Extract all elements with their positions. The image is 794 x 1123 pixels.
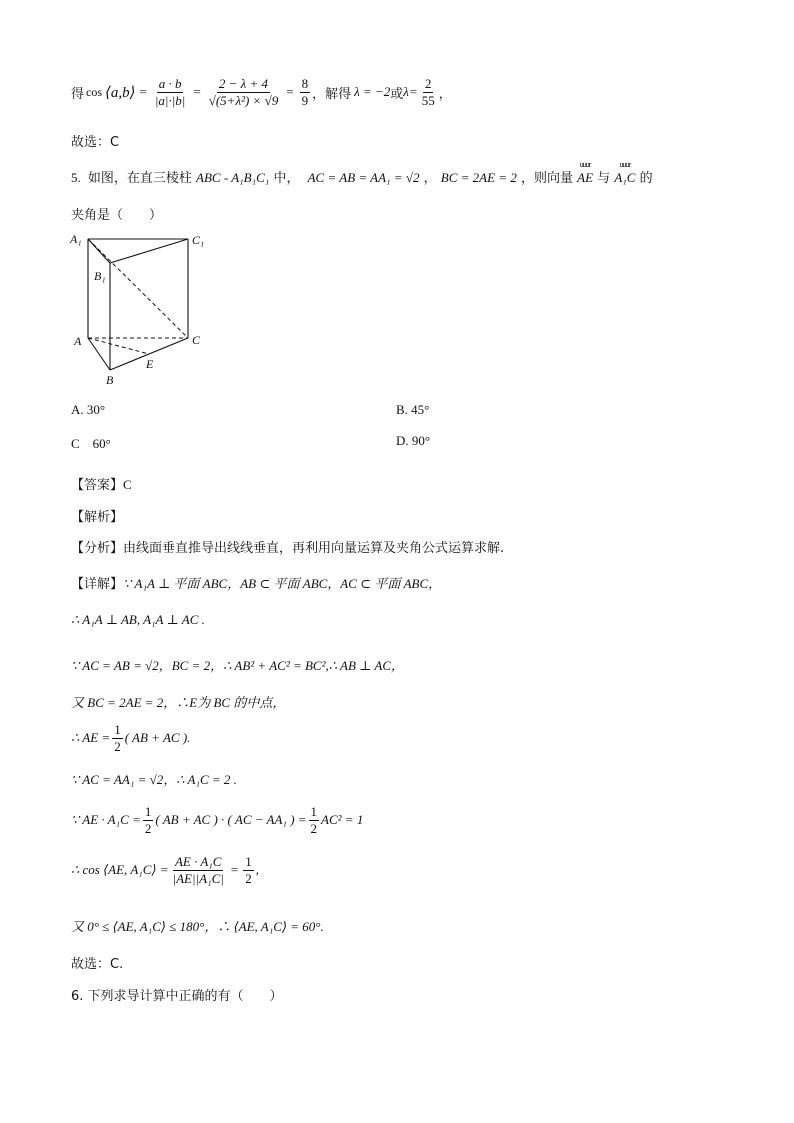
step-8-fnum: AE · A₁C bbox=[174, 853, 222, 869]
vec-b: b bbox=[122, 84, 130, 101]
option-c[interactable]: C 60° bbox=[71, 436, 111, 451]
q5-vector-ae: uuur AE bbox=[577, 170, 593, 186]
step-3: ∵ AC = AB = √2，BC = 2，∴ AB² + AC² = BC²,∴ AB ⊥ AC， bbox=[71, 658, 405, 673]
label-a1: A₁ bbox=[70, 232, 82, 246]
answer-tag: 【答案】 bbox=[71, 478, 124, 493]
q5-vector-a1c: uuur A₁C bbox=[614, 170, 635, 186]
question-5-line-2: 夹角是（ ） bbox=[71, 208, 163, 223]
step-8-half bbox=[243, 855, 254, 886]
label-e: E bbox=[146, 357, 154, 371]
frac2-num: 2 − λ + 4 bbox=[218, 75, 269, 91]
lambda-value-1: λ = −2 bbox=[354, 84, 391, 99]
fenxi-tag: 【分析】 bbox=[71, 541, 124, 556]
step-7 bbox=[71, 800, 363, 840]
line1-end: ， bbox=[438, 86, 452, 102]
step-7-den: 2 bbox=[310, 820, 318, 836]
detail-tag: 【详解】 bbox=[71, 577, 124, 592]
q5-prism: ABC - A₁B₁C₁ bbox=[196, 170, 270, 185]
question-5-number: 5. bbox=[71, 170, 81, 185]
lambda-value-2: λ= bbox=[403, 84, 418, 99]
choice-line-5: 故选：C. bbox=[71, 957, 124, 972]
step-5-rhs: ( AB + AC ). bbox=[124, 730, 191, 745]
frac3-num: 8 bbox=[301, 75, 309, 91]
step-5 bbox=[71, 718, 190, 758]
q5-given-2: BC = 2AE = 2 bbox=[440, 170, 517, 185]
step-5-half bbox=[112, 723, 123, 754]
step-2: ∴ A₁A ⊥ AB, A₁A ⊥ AC . bbox=[71, 612, 205, 627]
step-8-fden: |AE||A₁C| bbox=[172, 870, 224, 886]
step-7-mid: ( AB + AC ) · ( AC − AA₁ ) = bbox=[155, 812, 307, 827]
step-9: 又 0° ≤ ⟨AE, A₁C⟩ ≤ 180°，∴ ⟨AE, A₁C⟩ = 60°. bbox=[71, 919, 324, 934]
step-8 bbox=[71, 846, 259, 894]
step-5-lhs: ∴ AE = bbox=[71, 730, 111, 745]
step-5-den: 2 bbox=[114, 738, 121, 754]
label-c1: C₁ bbox=[192, 233, 205, 247]
q5-text-a: 如图，在直三棱柱 bbox=[87, 171, 192, 186]
formula-line-1: 得 cos ⟨a,b⟩ = $\frac{a \cdot b}{|a|\cdot|b|}$ = $\frac{2 - \lambda + 4}{\text{√(5+λ²) × √9}}$ = $\frac{8}{9}$ ，解得 λ = −2 或 λ= $\frac{2}{55}$ ， bbox=[71, 75, 452, 108]
q5-given-1: AC = AB = AA₁ = √2 bbox=[307, 170, 420, 185]
q5-with: 与 bbox=[597, 171, 611, 186]
step-7-num: 1 bbox=[310, 803, 318, 819]
option-b[interactable]: B. 45° bbox=[396, 402, 430, 417]
frac4-num: 2 bbox=[424, 75, 432, 91]
q5-text-d: 的 bbox=[639, 171, 653, 186]
option-a[interactable]: A. 30° bbox=[71, 402, 106, 417]
solve-text: ，解得 bbox=[312, 86, 352, 102]
edge-a1-b1 bbox=[88, 239, 110, 263]
question-5-line-1: 5. 如图，在直三棱柱 ABC - A₁B₁C₁ 中， AC = AB = AA₁ = √2 ， BC = 2AE = 2 ，则向量 uuur AE 与 uuur A₁C 的 bbox=[71, 167, 653, 186]
label-b: B bbox=[106, 373, 114, 387]
fraction-eight-ninths bbox=[300, 77, 311, 108]
answer-value: C bbox=[123, 477, 132, 492]
step-4: 又 BC = 2AE = 2，∴E为 BC 的中点， bbox=[71, 695, 286, 710]
fenxi-text: 由线面垂直推导出线线垂直，再利用向量运算及夹角公式运算求解. bbox=[123, 541, 505, 556]
option-d[interactable]: D. 90° bbox=[396, 433, 431, 448]
question-6: 6. 下列求导计算中正确的有（ ） bbox=[71, 989, 283, 1004]
detail-line-1 bbox=[71, 573, 441, 592]
step-7-half: $\frac{1}{2}$ bbox=[144, 803, 152, 836]
step-7-half-2 bbox=[309, 805, 320, 836]
q5-text-c: ，则向量 bbox=[520, 171, 573, 186]
step-8-lhs: ∴ cos ⟨AE, A₁C⟩ = bbox=[71, 862, 169, 877]
or-text: 或 bbox=[390, 86, 404, 102]
step-8-end: , bbox=[255, 862, 259, 877]
fraction-two-55 bbox=[420, 77, 437, 108]
vec-a: a bbox=[110, 84, 119, 101]
label-c: C bbox=[192, 333, 201, 347]
fraction-lambda bbox=[207, 77, 281, 108]
step-7-lhs: ∵ AE · A₁C = bbox=[71, 812, 141, 827]
frac1-num: a · b bbox=[158, 75, 182, 91]
step-5-num: 1 bbox=[114, 721, 121, 737]
edge-b1-c1 bbox=[110, 239, 188, 263]
step-8-eq: = bbox=[230, 862, 239, 877]
step-8-num: 1 bbox=[245, 853, 252, 869]
step-1: ∵ A₁A ⊥ 平面 ABC，AB ⊂ 平面 ABC，AC ⊂ 平面 ABC， bbox=[123, 576, 442, 591]
q5-text-b: 中， bbox=[273, 171, 300, 186]
step-7-end: AC² = 1 bbox=[321, 812, 364, 827]
step-8-den: 2 bbox=[245, 870, 252, 886]
frac3-den: 9 bbox=[301, 92, 309, 108]
fenxi-line bbox=[71, 537, 504, 556]
answer-line bbox=[71, 474, 132, 493]
frac1-den: |a|·|b| bbox=[154, 92, 186, 108]
step-6: ∵ AC = AA₁ = √2，∴ A₁C = 2 . bbox=[71, 772, 237, 787]
cos-text: cos bbox=[86, 84, 103, 99]
choice-line-4: 故选：C bbox=[71, 135, 120, 150]
step-8-cos-fraction bbox=[171, 855, 226, 886]
frac4-den: 55 bbox=[421, 92, 435, 108]
edge-a-b bbox=[88, 338, 110, 370]
angle-vectors: ⟨a,b⟩ bbox=[105, 84, 136, 101]
analysis-tag: 【解析】 bbox=[71, 510, 124, 525]
frac2-den: √(5+λ²) × √9 bbox=[208, 92, 279, 108]
prism-figure bbox=[66, 228, 216, 390]
fraction-dot-over-norms bbox=[153, 77, 188, 108]
label-a: A bbox=[74, 334, 82, 348]
prefix-text: 得 bbox=[71, 86, 85, 102]
label-b1: B₁ bbox=[94, 269, 106, 283]
